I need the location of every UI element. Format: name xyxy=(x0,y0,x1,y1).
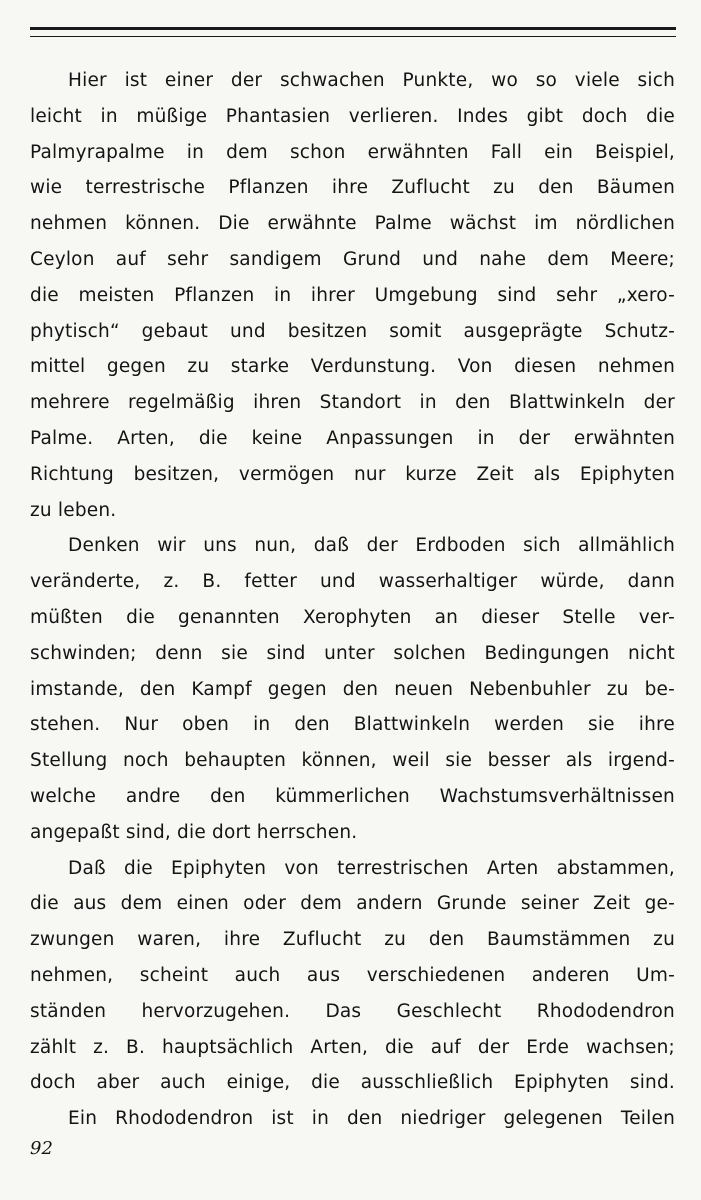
text-line: veränderte, z. B. fetter und wasserhaltiger würde, dann xyxy=(30,571,675,593)
text-line: stehen. Nur oben in den Blattwinkeln werden sie ihre xyxy=(30,714,675,736)
header-rule-thick xyxy=(30,27,676,30)
page-number: 92 xyxy=(30,1138,53,1159)
text-line: wie terrestrische Pflanzen ihre Zuflucht zu den Bäumen xyxy=(30,177,675,199)
text-line: doch aber auch einige, die ausschließlich Epiphyten sind. xyxy=(30,1072,675,1094)
text-line: Palme. Arten, die keine Anpassungen in der erwähnten xyxy=(30,427,675,449)
text-line: ständen hervorzugehen. Das Geschlecht Rhododendron xyxy=(30,1000,675,1022)
text-line: phytisch“ gebaut und besitzen somit ausgeprägte Schutz- xyxy=(30,320,675,342)
text-line: angepaßt sind, die dort herrschen. xyxy=(30,821,358,843)
text-line: Richtung besitzen, vermögen nur kurze Zeit als Epiphyten xyxy=(30,463,675,485)
text-line: zwungen waren, ihre Zuflucht zu den Baumstämmen zu xyxy=(30,929,675,951)
text-line: mehrere regelmäßig ihren Standort in den Blattwinkeln der xyxy=(30,392,675,414)
text-line: Daß die Epiphyten von terrestrischen Arten abstammen, xyxy=(68,857,675,879)
page-text xyxy=(30,63,675,1137)
text-line: leicht in müßige Phantasien verlieren. Indes gibt doch die xyxy=(30,105,675,127)
text-line: imstande, den Kampf gegen den neuen Nebenbuhler zu be- xyxy=(30,678,675,700)
text-line: zählt z. B. hauptsächlich Arten, die auf der Erde wachsen; xyxy=(30,1036,675,1058)
text-line: nehmen, scheint auch aus verschiedenen anderen Um- xyxy=(30,964,675,986)
text-line: zu leben. xyxy=(30,499,117,521)
text-line: Denken wir uns nun, daß der Erdboden sich allmählich xyxy=(68,535,675,557)
text-line: welche andre den kümmerlichen Wachstumsverhältnissen xyxy=(30,785,675,807)
text-line: müßten die genannten Xerophyten an dieser Stelle ver- xyxy=(30,606,675,628)
text-line: schwinden; denn sie sind unter solchen Bedingungen nicht xyxy=(30,642,675,664)
header-rule-thin xyxy=(30,36,676,37)
text-line: die meisten Pflanzen in ihrer Umgebung sind sehr „xero- xyxy=(30,284,675,306)
text-line: Ein Rhododendron ist in den niedriger gelegenen Teilen xyxy=(68,1108,675,1130)
text-line: Ceylon auf sehr sandigem Grund und nahe dem Meere; xyxy=(30,248,675,270)
text-line: Stellung noch behaupten können, weil sie besser als irgend- xyxy=(30,750,675,772)
text-line: die aus dem einen oder dem andern Grunde seiner Zeit ge- xyxy=(30,893,675,915)
text-line: Palmyrapalme in dem schon erwähnten Fall ein Beispiel, xyxy=(30,141,675,163)
text-line: nehmen können. Die erwähnte Palme wächst im nördlichen xyxy=(30,213,675,235)
text-line: Hier ist einer der schwachen Punkte, wo so viele sich xyxy=(68,70,675,91)
text-line: mittel gegen zu starke Verdunstung. Von diesen nehmen xyxy=(30,356,675,378)
